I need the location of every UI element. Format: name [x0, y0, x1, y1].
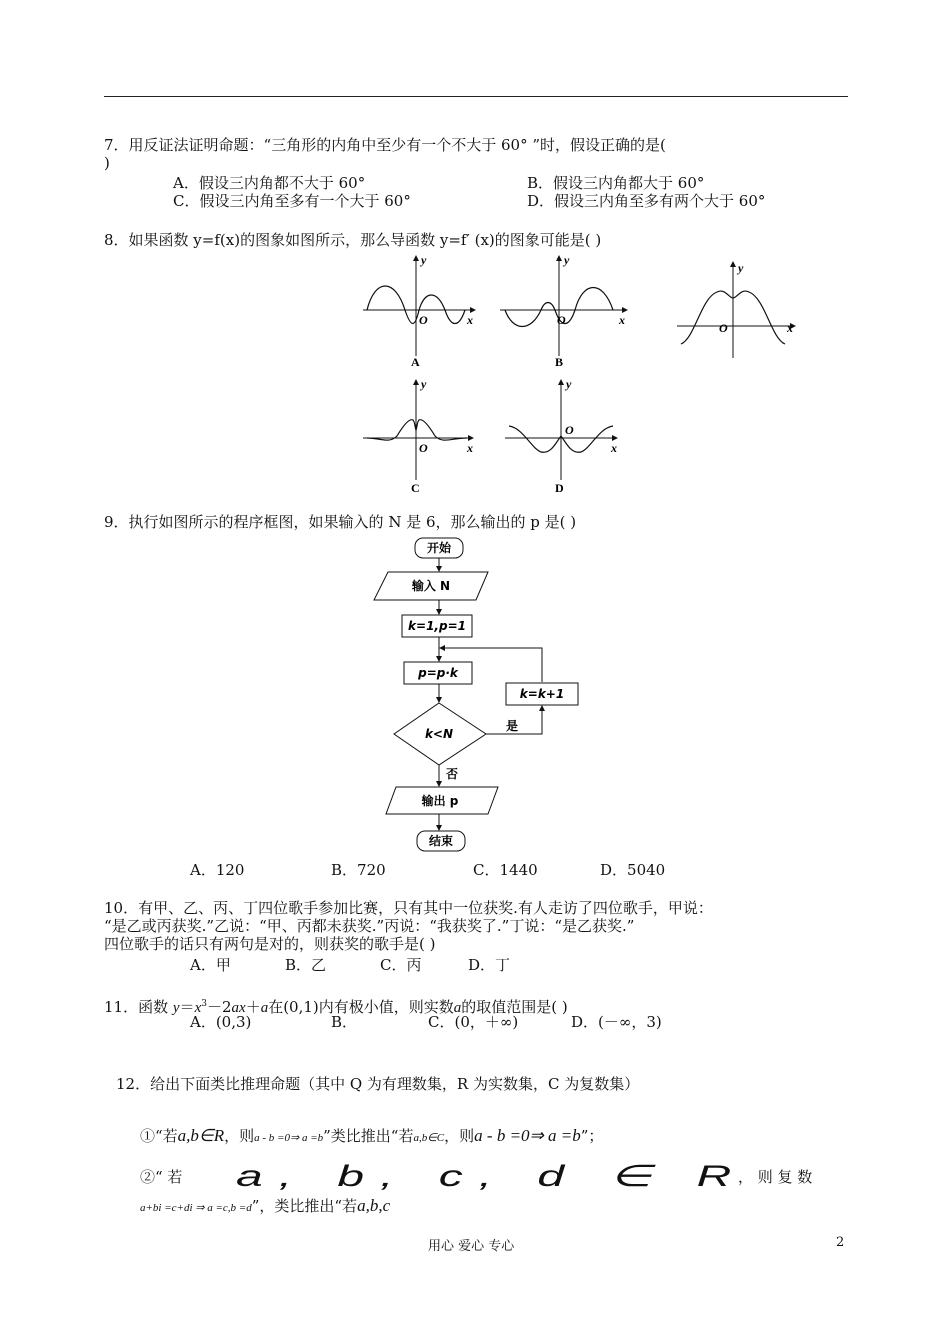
graph-c-top-origin: O — [719, 321, 728, 335]
q7-option-a: A．假设三内角都不大于 60° — [173, 174, 366, 192]
q12-item1-c: ，则 — [224, 1127, 255, 1145]
q11-fn-a: a — [260, 1000, 269, 1016]
graph-a-y: y — [421, 253, 427, 267]
graph-a-origin: O — [419, 313, 428, 327]
q12-item1-g: ，则 — [444, 1127, 475, 1145]
q12-stem: 12．给出下面类比推理命题（其中 Q 为有理数集，R 为实数集，C 为复数集） — [116, 1075, 640, 1093]
q12-item1-f: a,b∈C — [413, 1132, 445, 1144]
graph-c-top-x: x — [787, 321, 793, 335]
graph-c-top — [677, 261, 795, 358]
q12-item2-c: ， 则 复 数 — [738, 1168, 813, 1186]
graph-c — [363, 377, 473, 495]
graph-b-label: B — [555, 355, 564, 369]
graph-c-y: y — [421, 377, 427, 391]
q7-option-b: B．假设三内角都大于 60° — [527, 174, 705, 192]
q7-stem: 7．用反证法证明命题：“三角形的内角中至少有一个不大于 60° ”时，假设正确的是( — [104, 136, 666, 154]
q12-item2-small: a+bi =c+di ⇒ a =c,b =d — [140, 1202, 252, 1214]
graph-b — [500, 253, 627, 369]
flow-condition-label: k<N — [424, 727, 454, 741]
q12-item1-a: ①“若 — [140, 1127, 178, 1145]
q11-fn-plus: ＋ — [245, 998, 261, 1016]
flow-end-label: 结束 — [428, 834, 454, 848]
q9-option-d: D．5040 — [600, 861, 666, 879]
flow-increment-label: k=k+1 — [519, 687, 565, 701]
flow-no-label: 否 — [446, 767, 459, 781]
q12-item1-h: a - b =0⇒ a =b — [474, 1126, 581, 1145]
q10-line1: 10．有甲、乙、丙、丁四位歌手参加比赛，只有其中一位获奖.有人走访了四位歌手，甲说： — [104, 899, 713, 917]
q12-item1-b: a,b∈R — [177, 1126, 225, 1145]
q9-option-c: C．1440 — [473, 861, 538, 879]
q12-item2-big: a, b, c, d ∈ R — [236, 1160, 748, 1193]
graph-c-x: x — [467, 441, 473, 455]
flow-yes-label: 是 — [506, 719, 519, 733]
q7-option-c: C．假设三内角至多有一个大于 60° — [173, 192, 411, 210]
flow-output-label: 输出 p — [421, 794, 459, 808]
graph-b-y: y — [564, 253, 570, 267]
q12-item1-d: a - b =0⇒ a =b — [254, 1132, 324, 1144]
graph-d-x: x — [611, 441, 617, 455]
q11-fn-ax: ax — [231, 1000, 246, 1016]
flow-input-label: 输入 N — [411, 579, 451, 593]
q11-fn-y: y — [172, 1000, 180, 1016]
q11-fn-eq: ＝ — [179, 998, 195, 1016]
graph-b-origin: O — [557, 313, 566, 327]
q9-option-a: A．120 — [190, 861, 245, 879]
flow-start-label: 开始 — [426, 541, 452, 555]
q12-item1 — [140, 1127, 603, 1147]
graph-d-label: D — [555, 481, 564, 495]
graph-a-label: A — [411, 355, 420, 369]
page-number: 2 — [836, 1235, 845, 1250]
graph-c-origin: O — [419, 441, 428, 455]
q7-option-d: D．假设三内角至多有两个大于 60° — [527, 192, 766, 210]
q9-option-b: B．720 — [331, 861, 386, 879]
graph-d — [505, 377, 617, 495]
q10-option-a: A．甲 — [190, 956, 231, 974]
q10-option-d: D．丁 — [468, 956, 511, 974]
graph-c-top-y: y — [738, 261, 744, 275]
q10-line3: 四位歌手的话只有两句是对的，则获奖的歌手是( ) — [104, 935, 436, 953]
q10-line2: “是乙或丙获奖.”乙说：“甲、丙都未获奖.”丙说：“我获奖了.”丁说：“是乙获奖.” — [104, 917, 635, 935]
q10-option-c: C．丙 — [380, 956, 422, 974]
q12-item2-line2 — [140, 1197, 390, 1217]
q11-option-a: A．(0,3) — [190, 1013, 252, 1031]
q12-item2-a: ②“ 若 — [140, 1168, 183, 1186]
footer-motto: 用心 爱心 专心 — [428, 1239, 515, 1254]
q10-option-b: B．乙 — [285, 956, 327, 974]
q11-var-a: a — [453, 1000, 462, 1016]
q8-stem: 8．如果函数 y=f(x)的图象如图所示，那么导函数 y=f′ (x)的图象可能是( ) — [104, 231, 602, 249]
q11-fn-mid: －2 — [206, 998, 232, 1016]
q12-item2-d: ”，类比推出“若 — [251, 1197, 358, 1215]
q11-option-d: D．(－∞，3) — [571, 1013, 662, 1031]
q11-option-c: C．(0，＋∞) — [428, 1013, 519, 1031]
graph-d-origin: O — [565, 423, 574, 437]
q9-stem: 9．执行如图所示的程序框图，如果输入的 N 是 6，那么输出的 p 是( ) — [104, 513, 577, 531]
q9-flowchart — [360, 534, 600, 858]
q7-stem-cont: ) — [104, 154, 110, 172]
graph-d-y: y — [566, 377, 572, 391]
q12-item2-e: a,b,c — [357, 1196, 391, 1215]
graph-a-x: x — [467, 313, 473, 327]
flow-init-label: k=1,p=1 — [408, 619, 466, 633]
graph-a — [363, 253, 475, 369]
graph-b-x: x — [619, 313, 625, 327]
q11-fn-exp: 3 — [201, 999, 207, 1009]
header-rule — [104, 96, 848, 97]
q12-item1-e: ”类比推出“若 — [323, 1127, 414, 1145]
q8-graphs — [355, 248, 815, 498]
q11-fn-x: x — [194, 1000, 202, 1016]
q11-end: 的取值范围是( ) — [461, 998, 568, 1016]
graph-c-label: C — [411, 481, 420, 495]
q11-prefix: 11．函数 — [104, 998, 169, 1016]
flow-update-p-label: p=p·k — [418, 666, 458, 680]
q12-item1-i: ”； — [580, 1127, 604, 1145]
q11-option-b: B． — [331, 1013, 358, 1031]
q11-mid: 在(0,1)内有极小值，则实数 — [268, 998, 454, 1016]
